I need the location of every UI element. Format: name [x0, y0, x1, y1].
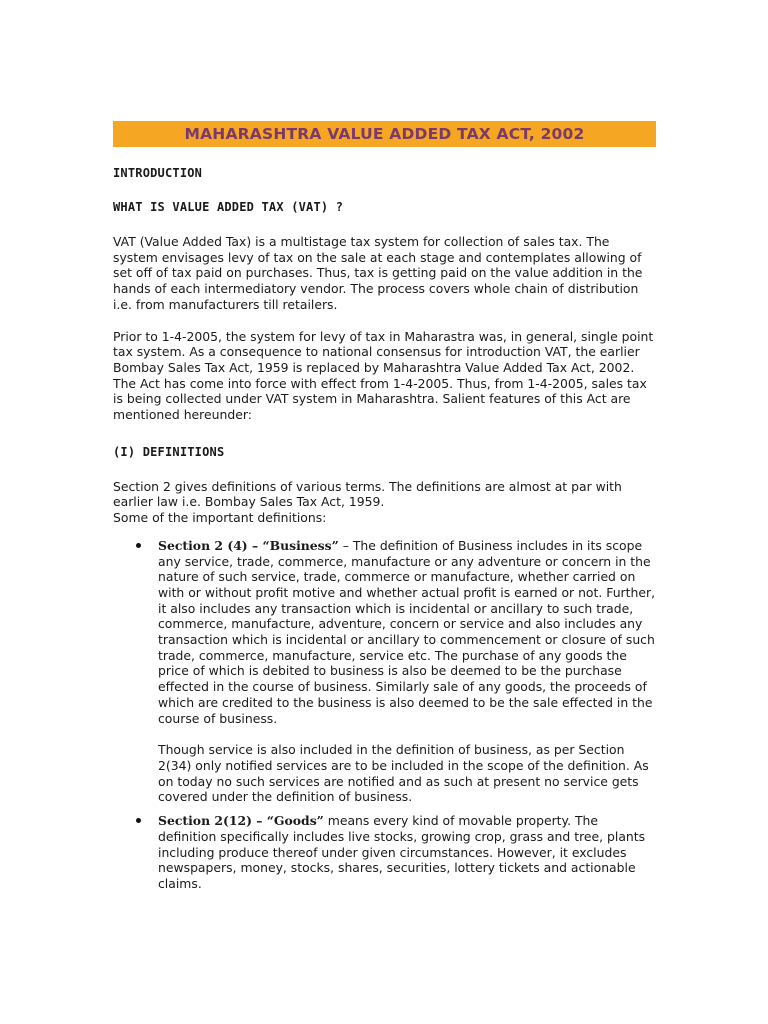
paragraph-section-2 — [113, 479, 658, 526]
bullet-icon — [136, 543, 141, 548]
section-2-intro: Section 2 gives definitions of various terms. The definitions are almost at par with earlier law i.e. Bombay Sales Tax Act, 1959. — [113, 478, 622, 510]
heading-what-is-vat: WHAT IS VALUE ADDED TAX (VAT) ? — [113, 200, 344, 214]
heading-introduction: INTRODUCTION — [113, 166, 203, 180]
definition-business-body: – The definition of Business includes in its scope any service, trade, commerce, manufacture or any adventure or concern in the nature of such service, trade, commerce or manufacture, whether carried on with or without profit motive and whether actual profit is earned or not. Further, it also includes any transaction which is incidental or ancillary to such trade, commerce, manufacture, adventure, concern or service and also includes any transaction which is incidental or ancillary to commencement or closure of such trade, commerce, manufacture, service etc. The purchase of any goods the price of which is debited to business is also be deemed to be the purchase effected in the course of business. Similarly sale of any goods, the proceeds of which are credited to the business is also deemed to be the sale effected in the course of business. — [158, 537, 656, 726]
document-title: MAHARASHTRA VALUE ADDED TAX ACT, 2002 — [113, 121, 656, 147]
section-2-important: Some of the important definitions: — [113, 510, 327, 526]
definition-business-label: Section 2 (4) – “Business” — [158, 537, 339, 553]
paragraph-prior-system: Prior to 1-4-2005, the system for levy of tax in Maharastra was, in general, single point tax system. As a consequence to national consensus for introduction VAT, the earlier Bombay Sales Tax Act, 1959 is replaced by Maharashtra Value Added Tax Act, 2002. The Act has come into force with effect from 1-4-2005. Thus, from 1-4-2005, sales tax is being collected under VAT system in Maharashtra. Salient features of this Act are mentioned hereunder: — [113, 328, 654, 423]
definition-goods-text — [158, 813, 658, 892]
document-page — [113, 121, 658, 892]
definition-goods-body: means every kind of movable property. The definition specifically includes live stocks, growing crop, grass and tree, plants including produce thereof under given circumstances. However, it excludes newspapers, money, stocks, shares, securities, lottery tickets and actionable claims. — [158, 813, 646, 891]
definition-goods-label: Section 2(12) – “Goods” — [158, 813, 324, 829]
definition-business-note: Though service is also included in the definition of business, as per Section 2(34) only notified services are to be included in the scope of the definition. As on today no such services are notified and as such at present no service gets covered under the definition of business. — [158, 742, 649, 805]
list-item-business — [113, 538, 658, 805]
bullet-icon — [136, 818, 141, 823]
heading-definitions: (I) DEFINITIONS — [113, 444, 225, 459]
list-item-goods — [113, 813, 658, 892]
definitions-list — [113, 538, 658, 892]
paragraph-vat-description: VAT (Value Added Tax) is a multistage tax system for collection of sales tax. The system envisages levy of tax on the sale at each stage and contemplates allowing of set off of tax paid on purchases. Thus, tax is getting paid on the value addition in the hands of each intermediatory vendor. The process covers whole chain of distribution i.e. from manufacturers till retailers. — [113, 234, 643, 312]
definition-business-text — [158, 538, 658, 726]
